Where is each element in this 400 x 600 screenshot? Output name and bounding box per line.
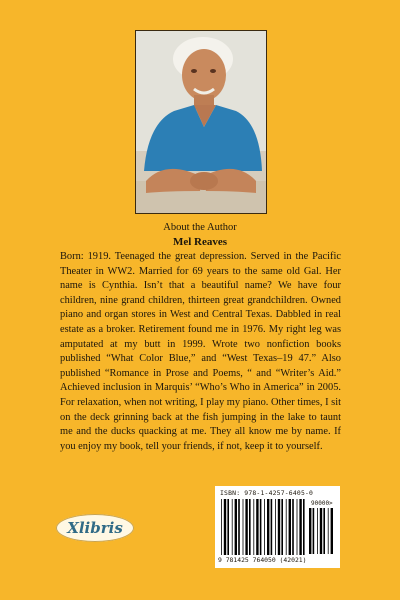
author-name: Mel Reaves	[172, 236, 228, 248]
barcode-addon-bars	[309, 508, 335, 554]
isbn-barcode	[215, 486, 340, 568]
price-code: 90000>	[311, 500, 333, 507]
barcode-digits: 9 781425 764050 (42021)	[218, 556, 307, 564]
about-the-author-heading: About the Author	[163, 222, 237, 233]
publisher-logo	[56, 514, 134, 542]
barcode-bars	[221, 499, 307, 557]
isbn-label: ISBN: 978-1-4257-6405-0	[220, 489, 314, 497]
publisher-logo-text: Xlibris	[67, 519, 123, 537]
author-photo	[135, 30, 267, 214]
author-bio: Born: 1919. Teenaged the great depression. Served in the Pacific Theater in WW2. Married for 69 years to the same old Gal. Her name is Cynthia. Isn’t that a beautiful name? We have four children, nine grand children, thirteen great grandchildren. Owned piano and organ stores in West and Central Texas. Dabbled in real estate as a broker. Retirement found me in 1976. My right leg was amputated at my butt in 1999. Wrote two nonfiction books published “What Color Blue,” and “West Texas–19 47.” Also published “Romance in Prose and Poems, “ and “Writer’s Aid.” Achieved inclusion in Marquis’ “Who’s Who in America” in 2005. For relaxation, when not writing, I play my piano. Other times, I sit on the deck grinning back at the fish jumping in the lake to taunt me and the ducks quacking at me. They all know me by name. If you enjoy my book, tell your friends, if not, keep it to yourself.	[60, 251, 341, 452]
